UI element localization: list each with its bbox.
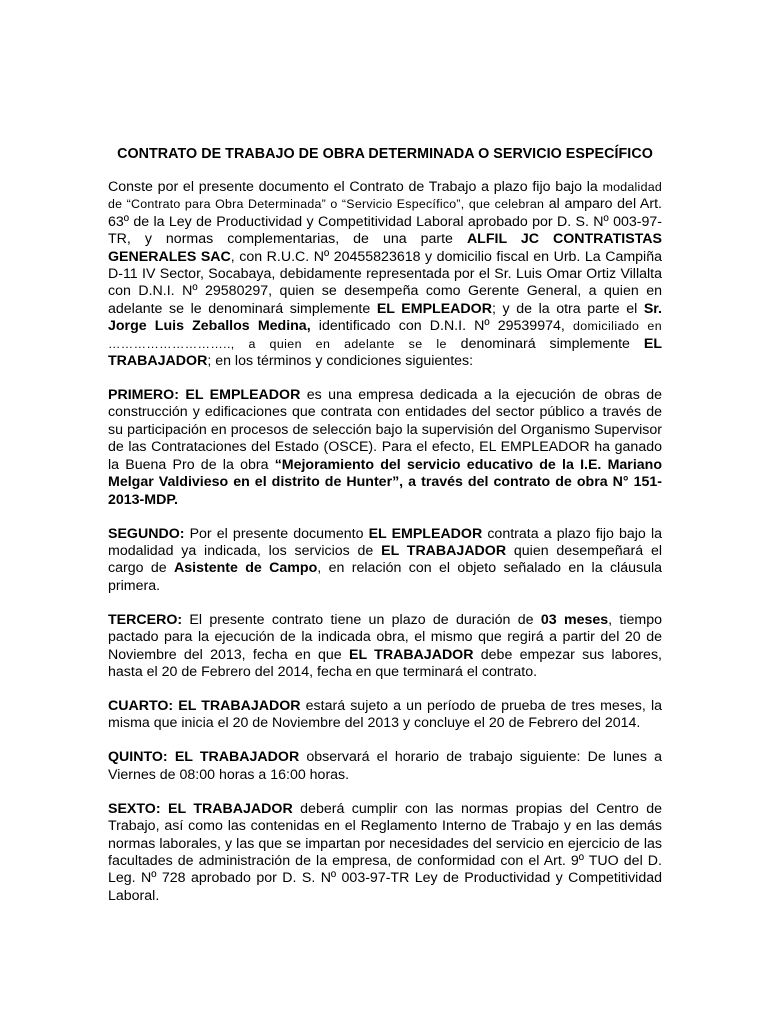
clause-text: Por el presente documento — [184, 525, 369, 542]
worker-term: EL TRABAJADOR — [348, 646, 474, 663]
clause-text: quien desempeñará el cargo de — [108, 542, 662, 577]
clause-text: El presente contrato tiene un plazo de duración de — [182, 611, 541, 628]
worker-name: Sr. Jorge Luis Zeballos Medina, — [108, 300, 662, 335]
role-name: Asistente de Campo — [174, 560, 318, 577]
intro-text: , con R.U.C. Nº 20455823618 y domicilio fiscal en Urb. La Campiña D-11 IV Sector, Socabaya, debidamente representada por el Sr. Luis Omar Ortiz Villalta con D.N.I. Nº 29580297, quien se desempeña como Gerente General, a quien en adelante se le denominará simplemente — [108, 248, 662, 317]
clause-segundo — [108, 526, 662, 596]
clause-text: es una empresa dedicada a la ejecución de obras de construcción y edificaciones que contrata con entidades del sector público a través de su participación en procesos de selección bajo la supervisión del Organismo Supervisor de las Contrataciones del Estado (OSCE). Para el efecto, EL EMPLEADOR ha ganado la Buena Pro de la obra — [108, 387, 662, 473]
clause-text: debe empezar sus labores, hasta el 20 de Febrero del 2014, fecha en que terminará el contrato. — [108, 646, 662, 680]
intro-text: denominará simplemente — [446, 335, 644, 352]
clause-label: SEXTO: EL TRABAJADOR — [108, 800, 293, 817]
intro-text: al amparo del Art. 63º de la Ley de Productividad y Competitividad Laboral aprobado por D. S. Nº 003-97-TR, y normas complementarias, de una parte — [108, 196, 663, 248]
clause-text: observará el horario de trabajo siguiente: De lunes a Viernes de 08:00 horas a 16:00 horas. — [108, 749, 662, 783]
worker-term: EL TRABAJADOR — [381, 542, 507, 559]
clause-sexto — [108, 801, 662, 905]
employer-term: EL EMPLEADOR — [376, 300, 492, 317]
intro-text: Conste por el presente documento el Contrato de Trabajo a plazo fijo bajo la — [108, 179, 603, 195]
clause-label: SEGUNDO: — [108, 525, 185, 542]
intro-paragraph — [108, 179, 662, 370]
duration: 03 meses — [540, 611, 609, 628]
clause-text: contrata a plazo fijo bajo la modalidad ya indicada, los servicios de — [108, 525, 662, 559]
clause-label: QUINTO: EL TRABAJADOR — [108, 749, 300, 766]
employer-term: EL EMPLEADOR — [368, 525, 483, 542]
intro-modality-text: modalidad de “Contrato para Obra Determinada” o “Servicio Específico”, que celebran — [108, 180, 662, 212]
worker-term: EL TRABAJADOR — [108, 335, 662, 370]
clause-text: , tiempo pactado para la ejecución de la indicada obra, el mismo que regirá a partir del 20 de Noviembre del 2013, fecha en que — [108, 611, 662, 663]
clause-quinto — [108, 749, 662, 784]
clause-label: CUARTO: EL TRABAJADOR — [108, 697, 301, 714]
clause-cuarto — [108, 698, 662, 733]
clause-label: TERCERO: — [108, 611, 183, 628]
intro-domicile-text: domiciliado en ……………………….., a quien en adelante se le — [108, 319, 662, 351]
clause-text: , en relación con el objeto señalado en la cláusula primera. — [108, 560, 663, 594]
clause-text: deberá cumplir con las normas propias del Centro de Trabajo, así como las contenidas en el Reglamento Interno de Trabajo y en las demás normas laborales, y las que se impartan por necesidades del servicio en ejercicio de las facultades de administración de la empresa, de conformidad con el Art. 9º TUO del D. Leg. Nº 728 aprobado por D. S. Nº 003-97-TR Ley de Productividad y Competitividad Laboral. — [108, 800, 662, 904]
intro-text: ; en los términos y condiciones siguientes: — [207, 353, 474, 370]
clause-label: PRIMERO: EL EMPLEADOR — [108, 387, 301, 404]
intro-text: identificado con D.N.I. Nº 29539974, — [310, 318, 573, 335]
company-name: ALFIL JC CONTRATISTAS GENERALES SAC — [108, 231, 663, 265]
intro-text: ; y de la otra parte el — [491, 300, 644, 317]
obra-name: “Mejoramiento del servicio educativo de la I.E. Mariano Melgar Valdivieso en el distrito de Hunter”, a través del contrato de obra N° 151-2013-MDP. — [108, 456, 662, 508]
clause-text: estará sujeto a un período de prueba de tres meses, la misma que inicia el 20 de Noviembre del 2013 y concluye el 20 de Febrero del 2014. — [108, 697, 662, 732]
document-title: CONTRATO DE TRABAJO DE OBRA DETERMINADA O SERVICIO ESPECÍFICO — [117, 146, 653, 162]
clause-tercero — [108, 612, 662, 682]
clause-primero — [108, 387, 662, 509]
